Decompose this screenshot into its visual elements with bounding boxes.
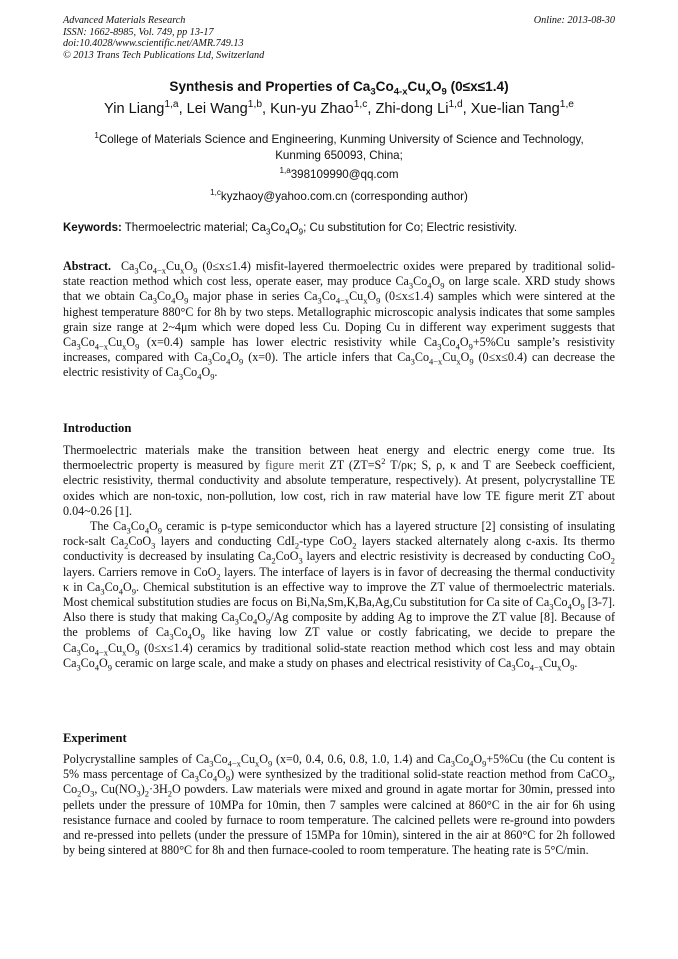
keywords-label: Keywords:	[63, 222, 122, 234]
section-heading-experiment: Experiment	[63, 731, 127, 745]
abstract: Abstract. $Ca_3Co_{4-x}Cu_xO_9$ (0≤x≤1.4) misfit-layered thermoelectric oxides were prepared by traditional solid-state reaction method which cost less, operate easer, may produce $Ca_3Co_4O_9$ on large scale. XRD study shows that we obtain $Ca_3Co_4O_9$ major phase in series $Ca_3Co_{4-x}Cu_xO_9$ (0≤x≤1.4) samples which were sintered at the highest temperature 880°C for 8h by two steps. Metallographic microscopic analysis indicates that some samples grain size range at 2~4μm which were doped less Cu. Doping Cu in different way experiment suggests that $Ca_3Co_{4-x}Cu_xO_9$ (x=0.4) sample has lower electric resistivity while $Ca_3Co_4O_9+5\%Cu$ sample’s resistivity increases, compared with $Ca_3Co_4O_9$ (x=0). The article infers that $Ca_3Co_{4-x}Cu_xO_9$ (0≤x≤0.4) can decrease the electric resistivity of $Ca_3Co_4O_9$.	[63, 259, 615, 382]
email-author-a[interactable]: $^{1,a}$398109990@qq.com	[279, 166, 399, 181]
author-list: Yin Liang$^{1,a}$, Lei Wang$^{1,b}$, Kun-yu Zhao$^{1,c}$, Zhi-dong Li$^{1,d}$, Xue-lian Tang$^{1,e}$	[104, 99, 574, 117]
online-date: Online: 2013-08-30	[533, 15, 615, 26]
journal-header	[63, 15, 615, 61]
experiment-body: Polycrystalline samples of $Ca_3Co_{4-x}Cu_xO_9$ (x=0, 0.4, 0.6, 0.8, 1.0, 1.4) and $Ca_3Co_4O_9+5\%Cu$ (the Cu content is 5% mass percentage of $Ca_3Co_4O_9$) were synthesized by the traditional solid-state reaction method from CaCO$_3$, $Co_2O_3$, $Cu(NO_3)_2\cdot 3H_2O$ powders. Law materials were mixed and ground in agate mortar for 30min, pressed into pellets under the pressure of 10MPa for 10min, then 7 samples were calcined at 860°C in the air for 6h using resistance furnace and cooled by furnace to room temperature. The calcined pellets were re-ground into powders and re-pressed into pellets (under the pressure of 15MPa for 10min), sintered in the air at 860°C for 2h followed by being sintered at 880°C for 8h and then furnace-cooled to room temperature. The heating rate is 5°C/min.	[63, 752, 616, 858]
abstract-label: Abstract.	[63, 259, 112, 273]
author-name: Lei Wang	[186, 101, 248, 117]
author-name: Yin Liang	[104, 101, 165, 117]
paper-title: Synthesis and Properties of $Ca_3Co_{4-x}Cu_xO_9$ (0≤x≤1.4)	[169, 79, 509, 98]
author-name: Kun-yu Zhao	[270, 101, 354, 117]
keywords: Keywords: Thermoelectric material; $Ca_3Co_4O_9$; Cu substitution for Co; Electric resistivity.	[63, 222, 518, 237]
section-heading-introduction: Introduction	[63, 421, 132, 435]
introduction-body: Thermoelectric materials make the transition between heat energy and electric energy come true. Its thermoelectric property is measured by figure merit ZT ($ZT=S^2$ T/ρκ; S, ρ, κ and T are Seebeck coefficient, electric resistivity, thermal conductivity and absolute temperature, respectively). At present, polycrystalline TE oxides which are non-toxic, non-pollution, low cost, rich in raw material have low TE figure merit ZT about 0.04~0.26 [1]. The $Ca_3Co_4O_9$ ceramic is p-type semiconductor which has a layered structure [2] consisting of insulating rock-salt $Ca_2CoO_3$ layers and conducting CdI$_2$-type CoO$_2$ layers stacked alternately along c-axis. Its thermo conductivity is decreased by insulating $Ca_2CoO_3$ layers and electric resistivity is decreased by conducting CoO$_2$ layers. Carriers remove in CoO$_2$ layers. The interface of layers is in favor of decreasing the thermal conductivity κ in $Ca_3Co_4O_9$. Chemical substitution is an effective way to improve the ZT value of thermoelectric materials. Most chemical substitution studies are focus on Bi,Na,Sm,K,Ba,Ag,Cu substitution for Ca site of $Ca_3Co_4O_9$ [3-7]. Also there is study that making $Ca_3Co_4O_9/Ag$ composite by adding Ag to improve the ZT value [8]. Because of the problems of $Ca_3Co_4O_9$ like having low ZT value or costly fabricating, we decide to prepare the $Ca_3Co_{4-x}Cu_xO_9$ (0≤x≤1.4) ceramics by traditional solid-state reaction method which cost less and may obtain $Ca_3Co_4O_9$ ceramic on large scale, and make a study on phases and electrical resistivity of $Ca_3Co_{4-x}Cu_xO_9$.	[63, 443, 616, 673]
author-name: Zhi-dong Li	[375, 101, 449, 117]
journal-doi: doi:10.4028/www.scientific.net/AMR.749.13	[63, 38, 244, 50]
journal-copyright: © 2013 Trans Tech Publications Ltd, Switzerland	[63, 49, 265, 61]
journal-issn: ISSN: 1662-8985, Vol. 749, pp 13-17	[63, 26, 214, 38]
author-name: Xue-lian Tang	[470, 101, 560, 117]
email-author-c[interactable]: $^{1,c}$kyzhaoy@yahoo.com.cn (corresponding author)	[210, 188, 468, 203]
affiliation: $^1$College of Materials Science and Engineering, Kunming University of Science and Technology, Kunming 650093, China;	[94, 131, 584, 162]
journal-name: Advanced Materials Research	[63, 15, 186, 26]
